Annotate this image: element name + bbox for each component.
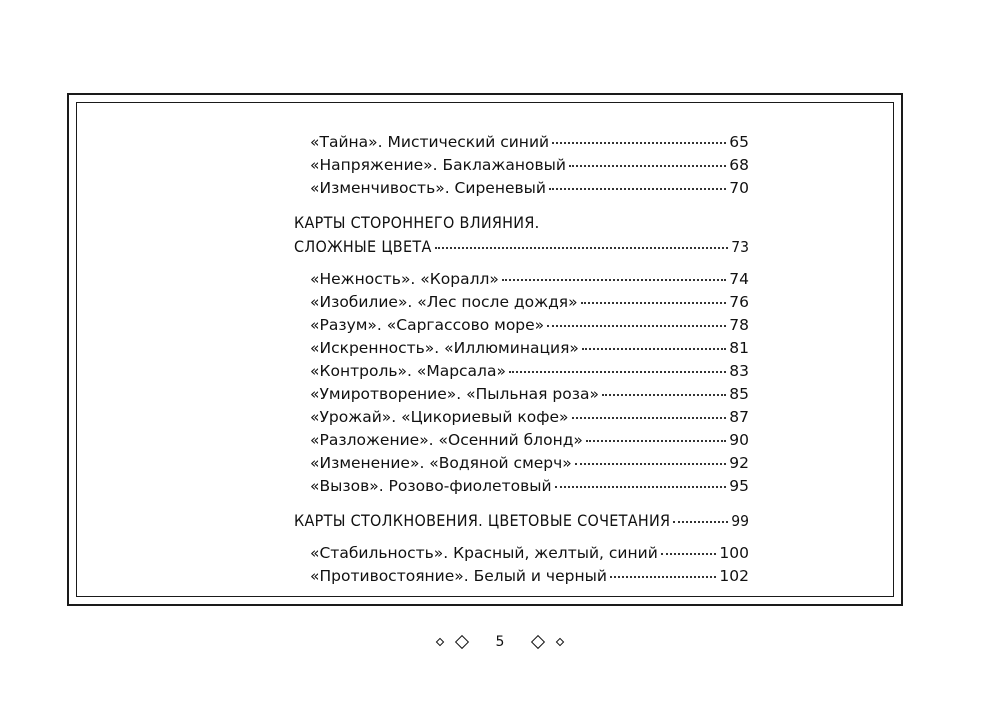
toc-entry-title: «Контроль». «Марсала» <box>310 362 506 380</box>
toc-entry-page: 74 <box>729 270 749 288</box>
footer-ornament-right <box>526 637 570 647</box>
dot-leader <box>549 188 726 190</box>
toc-section-title-line1: КАРТЫ СТОРОННЕГО ВЛИЯНИЯ. <box>294 213 540 232</box>
page-frame-outer <box>67 93 903 606</box>
toc-entry <box>294 337 749 360</box>
toc-entry-title: «Изобилие». «Лес после дождя» <box>310 293 578 311</box>
toc-entry-title: «Изменчивость». Сиреневый <box>310 179 546 197</box>
toc-entry <box>294 360 749 383</box>
dot-leader <box>661 553 717 555</box>
dot-leader <box>502 279 726 281</box>
toc-entry <box>294 565 749 588</box>
toc-section-page: 73 <box>731 238 749 256</box>
footer-ornament-left <box>430 637 474 647</box>
dot-leader <box>435 247 729 249</box>
toc-entry-title: «Стабильность». Красный, желтый, синий <box>310 544 658 562</box>
toc-entry-page: 83 <box>729 362 749 380</box>
toc-entry <box>294 542 749 565</box>
toc-entry <box>294 429 749 452</box>
toc-section <box>294 211 749 259</box>
toc-entry-page: 70 <box>729 179 749 197</box>
toc-section <box>294 509 749 533</box>
toc-entry-title: «Тайна». Мистический синий <box>310 133 550 151</box>
toc-entry-title: «Умиротворение». «Пыльная роза» <box>310 385 599 403</box>
toc-entry <box>294 314 749 337</box>
page-frame-inner <box>76 102 894 597</box>
dot-leader <box>586 440 726 442</box>
diamond-icon <box>556 638 564 646</box>
toc-entry <box>294 383 749 406</box>
toc-section-row <box>294 235 749 259</box>
toc-section-row <box>294 509 749 533</box>
toc-entry <box>294 406 749 429</box>
dot-leader <box>547 325 726 327</box>
dot-leader <box>569 165 726 167</box>
diamond-icon <box>454 635 468 649</box>
toc-entry <box>294 154 749 177</box>
toc-section-page: 99 <box>731 512 749 530</box>
toc-entry-page: 78 <box>729 316 749 334</box>
toc-entry-title: «Разум». «Саргассово море» <box>310 316 545 334</box>
dot-leader <box>575 463 726 465</box>
toc-entry-page: 87 <box>729 408 749 426</box>
toc-entry-title: «Разложение». «Осенний блонд» <box>310 431 583 449</box>
dot-leader <box>610 576 716 578</box>
toc-entry <box>294 131 749 154</box>
dot-leader <box>572 417 727 419</box>
toc-entry-title: «Противостояние». Белый и черный <box>310 567 607 585</box>
dot-leader <box>555 486 727 488</box>
toc-entry-title: «Искренность». «Иллюминация» <box>310 339 579 357</box>
dot-leader <box>509 371 726 373</box>
dot-leader <box>581 302 727 304</box>
toc-entry-page: 65 <box>729 133 749 151</box>
toc-entry-page: 92 <box>729 454 749 472</box>
page-footer <box>0 631 1000 653</box>
dot-leader <box>552 142 726 144</box>
table-of-contents <box>294 131 749 588</box>
toc-entry-page: 100 <box>719 544 749 562</box>
toc-section-title-line1: КАРТЫ СТОЛКНОВЕНИЯ. ЦВЕТОВЫЕ СОЧЕТАНИЯ <box>294 511 671 530</box>
toc-entry <box>294 475 749 498</box>
dot-leader <box>582 348 726 350</box>
toc-entry-page: 85 <box>729 385 749 403</box>
toc-entry <box>294 452 749 475</box>
page-number: 5 <box>495 634 505 650</box>
toc-entry <box>294 177 749 200</box>
toc-entry-page: 95 <box>729 477 749 495</box>
toc-entry <box>294 268 749 291</box>
toc-entry-page: 68 <box>729 156 749 174</box>
toc-entry-page: 102 <box>719 567 749 585</box>
toc-entry <box>294 291 749 314</box>
toc-entry-page: 90 <box>729 431 749 449</box>
toc-entry-title: «Нежность». «Коралл» <box>310 270 499 288</box>
toc-section-title-line2: СЛОЖНЫЕ ЦВЕТА <box>294 237 432 256</box>
toc-entry-title: «Вызов». Розово-фиолетовый <box>310 477 552 495</box>
toc-entry-title: «Урожай». «Цикориевый кофе» <box>310 408 569 426</box>
toc-entry-page: 76 <box>729 293 749 311</box>
diamond-icon <box>531 635 545 649</box>
diamond-icon <box>435 638 443 646</box>
toc-entry-page: 81 <box>729 339 749 357</box>
toc-entry-title: «Изменение». «Водяной смерч» <box>310 454 572 472</box>
toc-entry-title: «Напряжение». Баклажановый <box>310 156 566 174</box>
dot-leader <box>602 394 726 396</box>
dot-leader <box>673 521 728 523</box>
